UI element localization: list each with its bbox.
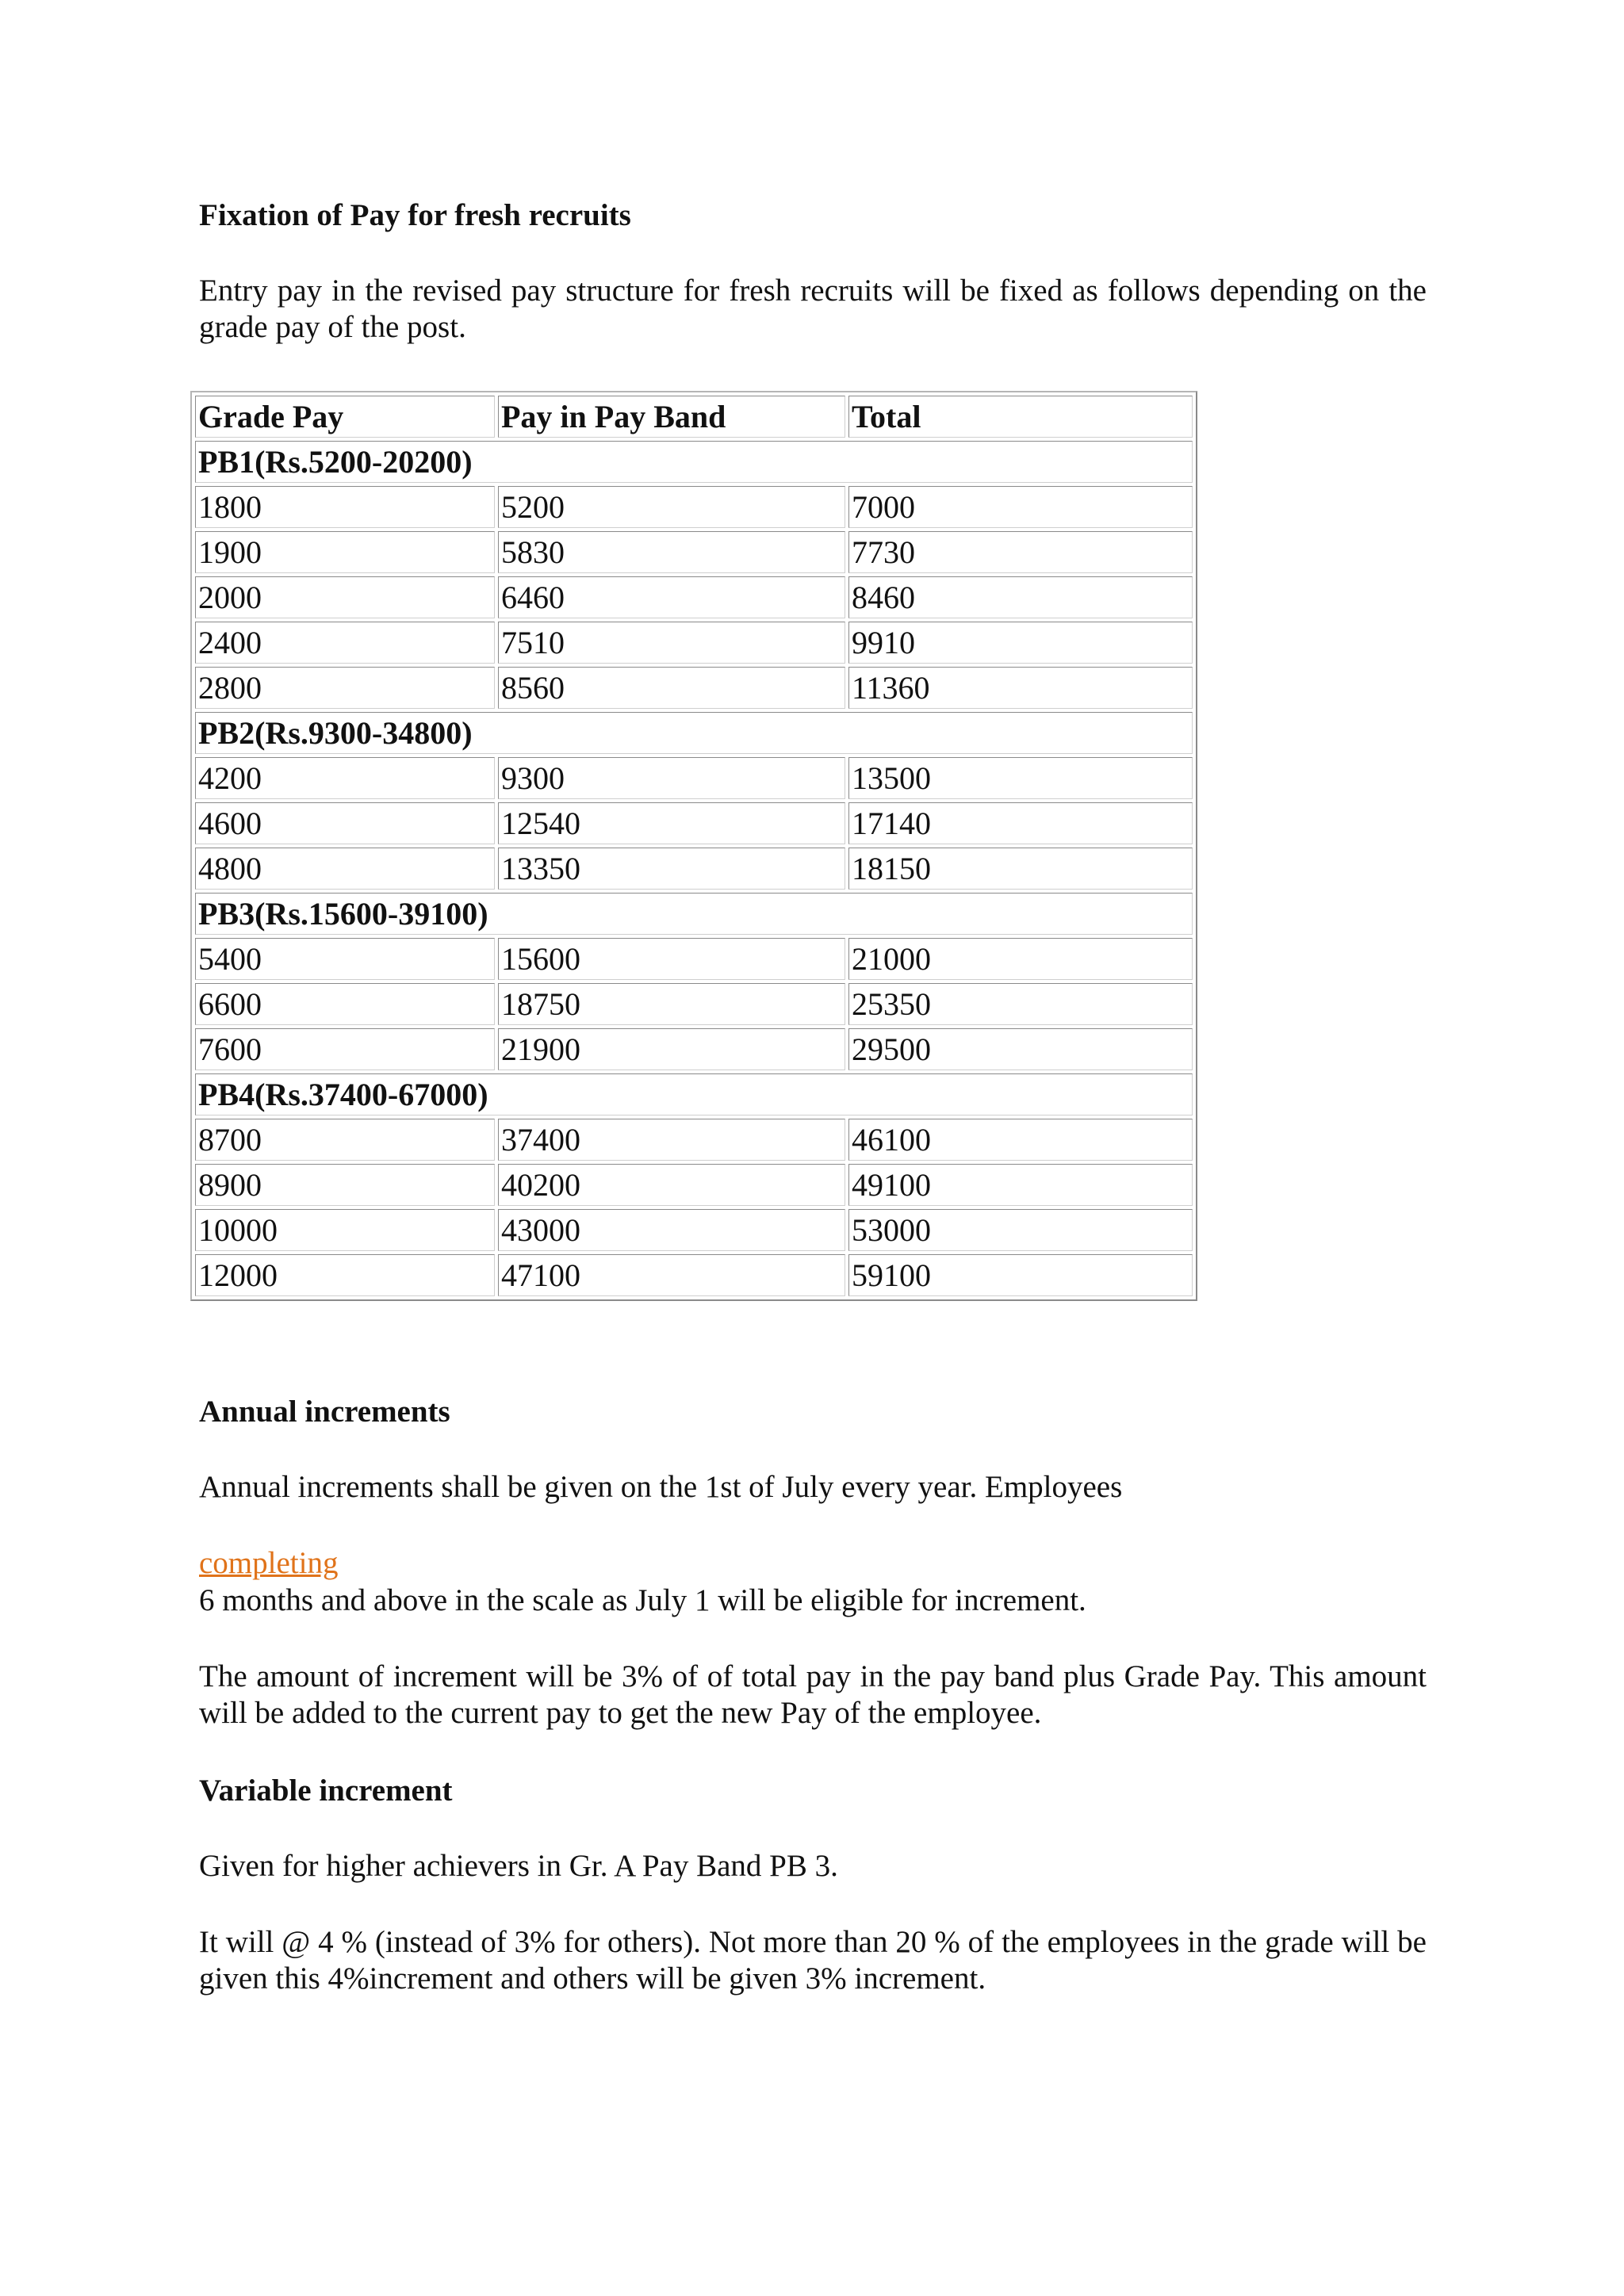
total-cell: 59100 [848, 1254, 1193, 1296]
total-cell: 46100 [848, 1119, 1193, 1161]
grade-pay-cell: 5400 [195, 938, 495, 980]
total-cell: 8460 [848, 576, 1193, 618]
grade-pay-cell: 12000 [195, 1254, 495, 1296]
annual-increments-paragraph: Annual increments shall be given on the 1st of July every year. Employees [199, 1470, 1123, 1504]
total-cell: 13500 [848, 757, 1193, 799]
pay-in-band-cell: 5200 [498, 486, 845, 528]
pay-in-band-cell: 13350 [498, 848, 845, 890]
variable-increment-rate-paragraph: It will @ 4 % (instead of 3% for others). Not more than 20 % of the employees in the grade will be given this 4%increment and others will be given 3% increment. [199, 1925, 1427, 1996]
pay-in-band-cell: 47100 [498, 1254, 845, 1296]
link-line [199, 1545, 338, 1582]
pay-band-label: PB1(Rs.5200-20200) [195, 441, 1193, 483]
total-cell: 7730 [848, 531, 1193, 573]
pay-in-band-cell: 18750 [498, 983, 845, 1025]
variable-increment-paragraph: Given for higher achievers in Gr. A Pay Band PB 3. [199, 1849, 838, 1883]
grade-pay-cell: 1800 [195, 486, 495, 528]
table-row [195, 622, 1193, 664]
total-cell: 29500 [848, 1028, 1193, 1070]
pay-band-row [195, 441, 1193, 483]
total-cell: 11360 [848, 667, 1193, 709]
pay-in-band-cell: 15600 [498, 938, 845, 980]
pay-band-row [195, 1073, 1193, 1115]
grade-pay-cell: 10000 [195, 1209, 495, 1251]
header-total: Total [848, 396, 1193, 438]
grade-pay-cell: 8700 [195, 1119, 495, 1161]
table-row [195, 531, 1193, 573]
pay-in-band-cell: 37400 [498, 1119, 845, 1161]
pay-fixation-table [190, 391, 1197, 1301]
table-row [195, 757, 1193, 799]
total-cell: 18150 [848, 848, 1193, 890]
table-row [195, 1209, 1193, 1251]
table-row [195, 802, 1193, 844]
table-header-row [195, 396, 1193, 438]
pay-in-band-cell: 43000 [498, 1209, 845, 1251]
grade-pay-cell: 1900 [195, 531, 495, 573]
total-cell: 49100 [848, 1164, 1193, 1206]
pay-band-label: PB2(Rs.9300-34800) [195, 712, 1193, 754]
table-row [195, 983, 1193, 1025]
grade-pay-cell: 8900 [195, 1164, 495, 1206]
pay-in-band-cell: 21900 [498, 1028, 845, 1070]
grade-pay-cell: 2800 [195, 667, 495, 709]
pay-in-band-cell: 6460 [498, 576, 845, 618]
grade-pay-cell: 2400 [195, 622, 495, 664]
total-cell: 7000 [848, 486, 1193, 528]
table-row [195, 486, 1193, 528]
total-cell: 53000 [848, 1209, 1193, 1251]
pay-in-band-cell: 40200 [498, 1164, 845, 1206]
table-row [195, 667, 1193, 709]
grade-pay-cell: 4800 [195, 848, 495, 890]
table-row [195, 576, 1193, 618]
table-row [195, 1254, 1193, 1296]
header-pay-in-pay-band: Pay in Pay Band [498, 396, 845, 438]
table-row [195, 938, 1193, 980]
heading-fixation-of-pay: Fixation of Pay for fresh recruits [199, 198, 631, 232]
total-cell: 17140 [848, 802, 1193, 844]
grade-pay-cell: 4200 [195, 757, 495, 799]
table-row [195, 1028, 1193, 1070]
pay-in-band-cell: 7510 [498, 622, 845, 664]
total-cell: 9910 [848, 622, 1193, 664]
eligibility-paragraph: 6 months and above in the scale as July 1 will be eligible for increment. [199, 1583, 1086, 1617]
grade-pay-cell: 6600 [195, 983, 495, 1025]
pay-table-body [195, 396, 1193, 1296]
intro-paragraph: Entry pay in the revised pay structure for fresh recruits will be fixed as follows depending on the grade pay of the post. [199, 274, 1427, 344]
completing-link[interactable]: completing [199, 1546, 339, 1580]
total-cell: 21000 [848, 938, 1193, 980]
grade-pay-cell: 4600 [195, 802, 495, 844]
heading-variable-increment: Variable increment [199, 1774, 453, 1808]
pay-band-label: PB3(Rs.15600-39100) [195, 893, 1193, 935]
heading-annual-increments: Annual increments [199, 1395, 450, 1429]
total-cell: 25350 [848, 983, 1193, 1025]
pay-band-row [195, 893, 1193, 935]
header-grade-pay: Grade Pay [195, 396, 495, 438]
increment-amount-paragraph: The amount of increment will be 3% of of total pay in the pay band plus Grade Pay. This amount will be added to the current pay to get the new Pay of the employee. [199, 1659, 1427, 1730]
pay-in-band-cell: 9300 [498, 757, 845, 799]
grade-pay-cell: 7600 [195, 1028, 495, 1070]
table-row [195, 1119, 1193, 1161]
table-row [195, 848, 1193, 890]
grade-pay-cell: 2000 [195, 576, 495, 618]
pay-in-band-cell: 5830 [498, 531, 845, 573]
pay-band-label: PB4(Rs.37400-67000) [195, 1073, 1193, 1115]
pay-in-band-cell: 12540 [498, 802, 845, 844]
pay-in-band-cell: 8560 [498, 667, 845, 709]
table-row [195, 1164, 1193, 1206]
pay-band-row [195, 712, 1193, 754]
